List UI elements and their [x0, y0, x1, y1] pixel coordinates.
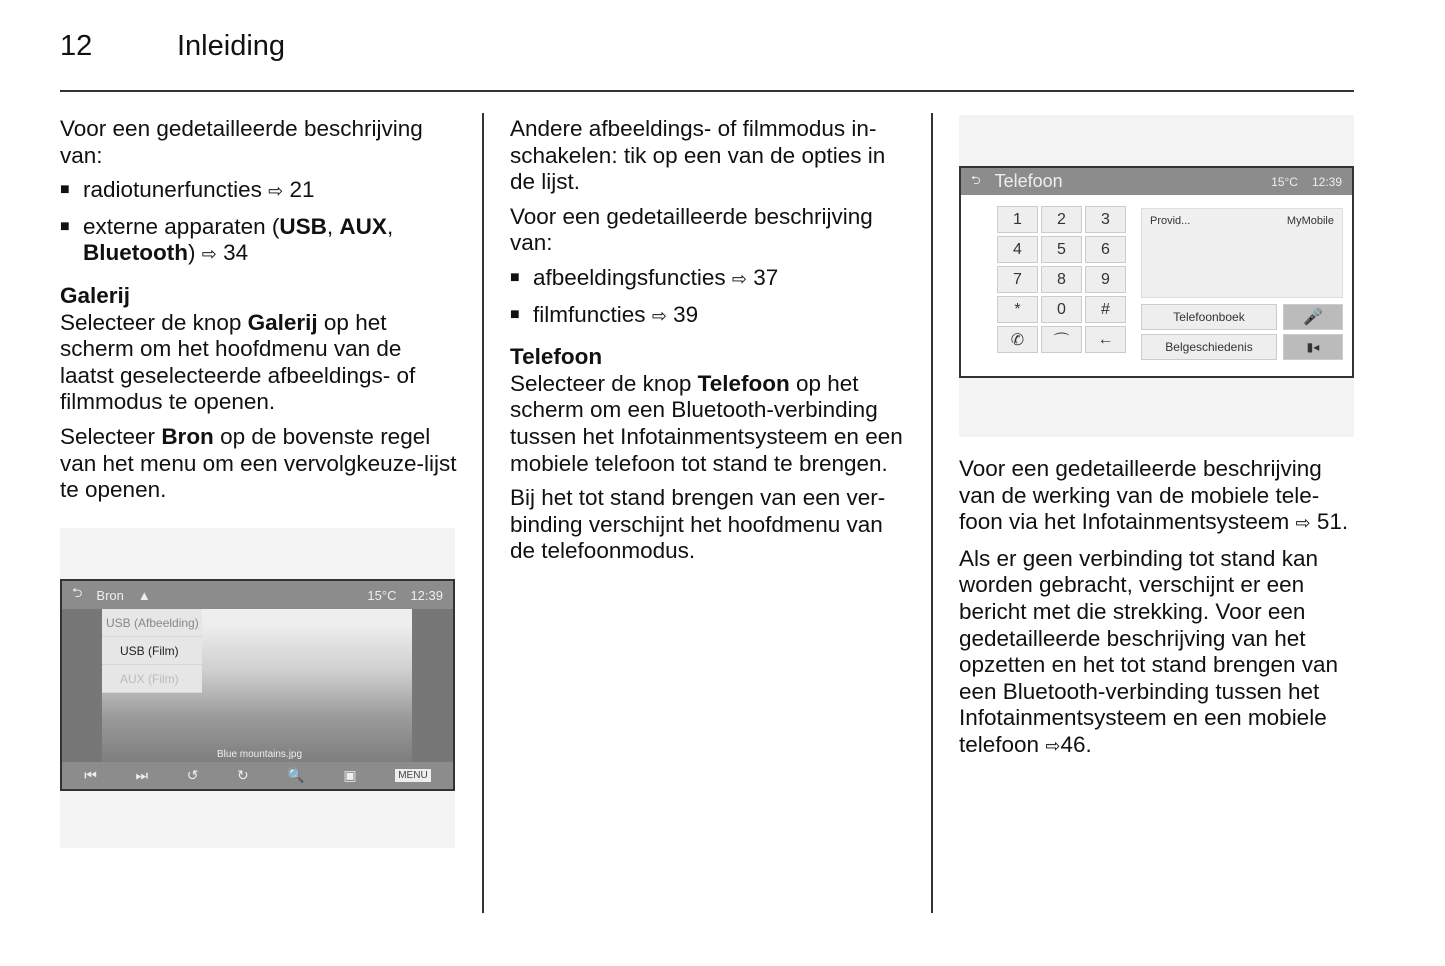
paragraph — [60, 310, 458, 416]
bold-term: Bron — [161, 423, 214, 449]
page-ref: 46. — [1060, 731, 1092, 757]
bullet-icon: ■ — [510, 268, 520, 286]
back-icon: ⮌ — [72, 585, 83, 600]
page-ref-arrow-icon: ⇨ — [1295, 513, 1311, 535]
call-icon: ✆ — [997, 326, 1038, 353]
key-9: * — [997, 296, 1038, 323]
paragraph — [510, 371, 908, 477]
page-ref-arrow-icon: ⇨ — [268, 181, 284, 203]
phone-screenshot — [959, 115, 1354, 437]
column-2 — [510, 116, 908, 573]
page-ref: 39 — [673, 301, 699, 327]
column-divider — [482, 113, 484, 913]
column-3 — [959, 456, 1357, 769]
bold-term: Galerij — [247, 309, 318, 335]
section-heading: Galerij — [60, 282, 131, 308]
key-1: 2 — [1041, 206, 1082, 233]
slideshow-icon: ▣ — [343, 767, 357, 783]
list-text: filmfuncties — [533, 301, 646, 327]
phone-top-bar — [961, 168, 1352, 195]
screen-title: Telefoon — [994, 171, 1063, 191]
list-text: , — [326, 213, 340, 239]
rotate-right-icon: ↻ — [237, 767, 249, 783]
temperature: 15°C — [367, 587, 397, 603]
paragraph — [959, 546, 1357, 761]
list-text: afbeeldingsfuncties — [533, 264, 726, 290]
text: Als er geen verbinding tot stand kan worden gebracht, verschijnt er een bericht met die strekking. Voor een gedetailleerde beschrijving van het opzetten en het tot stand brengen van een Bluetooth-verbinding tussen het Infotainmentsysteem en een mobiele telefoon — [959, 545, 1339, 757]
key-11: # — [1085, 296, 1126, 323]
gallery-controls — [62, 762, 453, 789]
text: Selecteer — [60, 423, 162, 449]
source-dropdown — [102, 609, 202, 693]
page-title: Inleiding — [177, 30, 286, 62]
menu-button: MENU — [395, 769, 430, 782]
list-text: , — [386, 213, 394, 239]
bold-term: USB — [279, 213, 327, 239]
text: Selecteer de knop — [510, 370, 698, 396]
text: op het scherm om een Bluetooth-verbinding tussen het Infotainmentsysteem en een mobiele telefoon tot stand te brengen. — [510, 370, 903, 476]
backspace-icon: ← — [1085, 326, 1126, 353]
text: Selecteer de knop — [60, 309, 248, 335]
paragraph — [60, 424, 458, 504]
zoom-icon: 🔍 — [287, 767, 305, 783]
handsfree-icon: ▮◂ — [1283, 334, 1343, 360]
next-icon: ⏭ — [135, 767, 149, 783]
text: op het scherm om het hoofdmenu van de laatst geselecteerde afbeeldings- of filmmodus te openen. — [60, 309, 416, 415]
list-item — [60, 177, 458, 206]
bullet-icon: ■ — [60, 217, 70, 235]
menu-item: USB (Afbeelding) — [102, 609, 202, 637]
bold-term: Telefoon — [697, 370, 790, 396]
gallery-top-bar — [62, 581, 453, 609]
page-ref: 37 — [753, 264, 779, 290]
mute-icon: 🎤 — [1283, 304, 1343, 330]
bullet-icon: ■ — [60, 181, 70, 199]
paragraph: Andere afbeeldings- of filmmodus in-schakelen: tik op een van de opties in de lijst. — [510, 116, 886, 195]
column-1 — [60, 116, 458, 512]
key-2: 3 — [1085, 206, 1126, 233]
page-ref: 21 — [289, 177, 315, 203]
list-text: radiotunerfuncties — [83, 177, 262, 203]
paragraph — [959, 456, 1357, 538]
paragraph: Voor een gedetailleerde beschrijving van: — [510, 203, 873, 256]
key-6: 7 — [997, 266, 1038, 293]
gallery-screenshot — [60, 528, 455, 848]
clock: 12:39 — [410, 587, 443, 603]
source-button: Bron — [96, 587, 124, 603]
page-ref: 51. — [1316, 509, 1349, 535]
list-item — [60, 214, 458, 269]
filename: Blue mountains.jpg — [217, 749, 303, 760]
key-7: 8 — [1041, 266, 1082, 293]
bold-term: Bluetooth — [83, 240, 188, 266]
previous-icon: ⏮ — [84, 767, 97, 783]
page-ref-arrow-icon: ⇨ — [731, 268, 747, 290]
provider: Provid... — [1150, 215, 1191, 227]
page-ref-arrow-icon: ⇨ — [201, 244, 217, 266]
page-ref: 34 — [223, 240, 249, 266]
hangup-icon: ⌒ — [1041, 326, 1082, 353]
key-5: 6 — [1085, 236, 1126, 263]
text: op de bovenste regel van het menu om een vervolgkeuze-lijst te openen. — [60, 423, 457, 503]
paragraph: Bij het tot stand brengen van een ver-binding verschijnt het hoofdmenu van de telefoonmodus. — [510, 485, 886, 564]
rotate-left-icon: ↺ — [186, 767, 199, 783]
column-divider — [931, 113, 933, 913]
text: Voor een gedetailleerde beschrijving van de werking van de mobiele tele-foon via het Infotainmentsysteem — [959, 456, 1322, 535]
list-text: externe apparaten ( — [83, 213, 280, 239]
status-panel — [1141, 208, 1343, 298]
page-ref-arrow-icon: ⇨ — [651, 305, 667, 327]
page-ref-arrow-icon: ⇨ — [1045, 735, 1061, 757]
page-number: 12 — [60, 30, 93, 62]
call-history-button: Belgeschiedenis — [1141, 334, 1277, 360]
list-text: ) — [187, 240, 196, 266]
phonebook-button: Telefoonboek — [1141, 304, 1277, 330]
section-heading: Telefoon — [510, 344, 603, 370]
key-0: 1 — [997, 206, 1038, 233]
clock: 12:39 — [1311, 174, 1342, 189]
menu-item: AUX (Film) — [102, 665, 202, 693]
key-4: 5 — [1041, 236, 1082, 263]
eject-icon: ▲ — [137, 587, 151, 603]
bullet-icon: ■ — [510, 305, 520, 323]
list-item — [510, 302, 908, 331]
key-8: 9 — [1085, 266, 1126, 293]
temperature: 15°C — [1271, 174, 1298, 189]
list-item — [510, 265, 908, 294]
header-divider — [60, 90, 1354, 92]
keypad — [997, 206, 1126, 353]
device-name: MyMobile — [1286, 215, 1334, 227]
back-icon: ⮌ — [971, 173, 981, 187]
paragraph: Voor een gedetailleerde beschrijving van: — [60, 116, 423, 168]
bold-term: AUX — [339, 213, 387, 239]
key-10: 0 — [1041, 296, 1082, 323]
menu-item: USB (Film) — [102, 637, 202, 665]
key-3: 4 — [997, 236, 1038, 263]
